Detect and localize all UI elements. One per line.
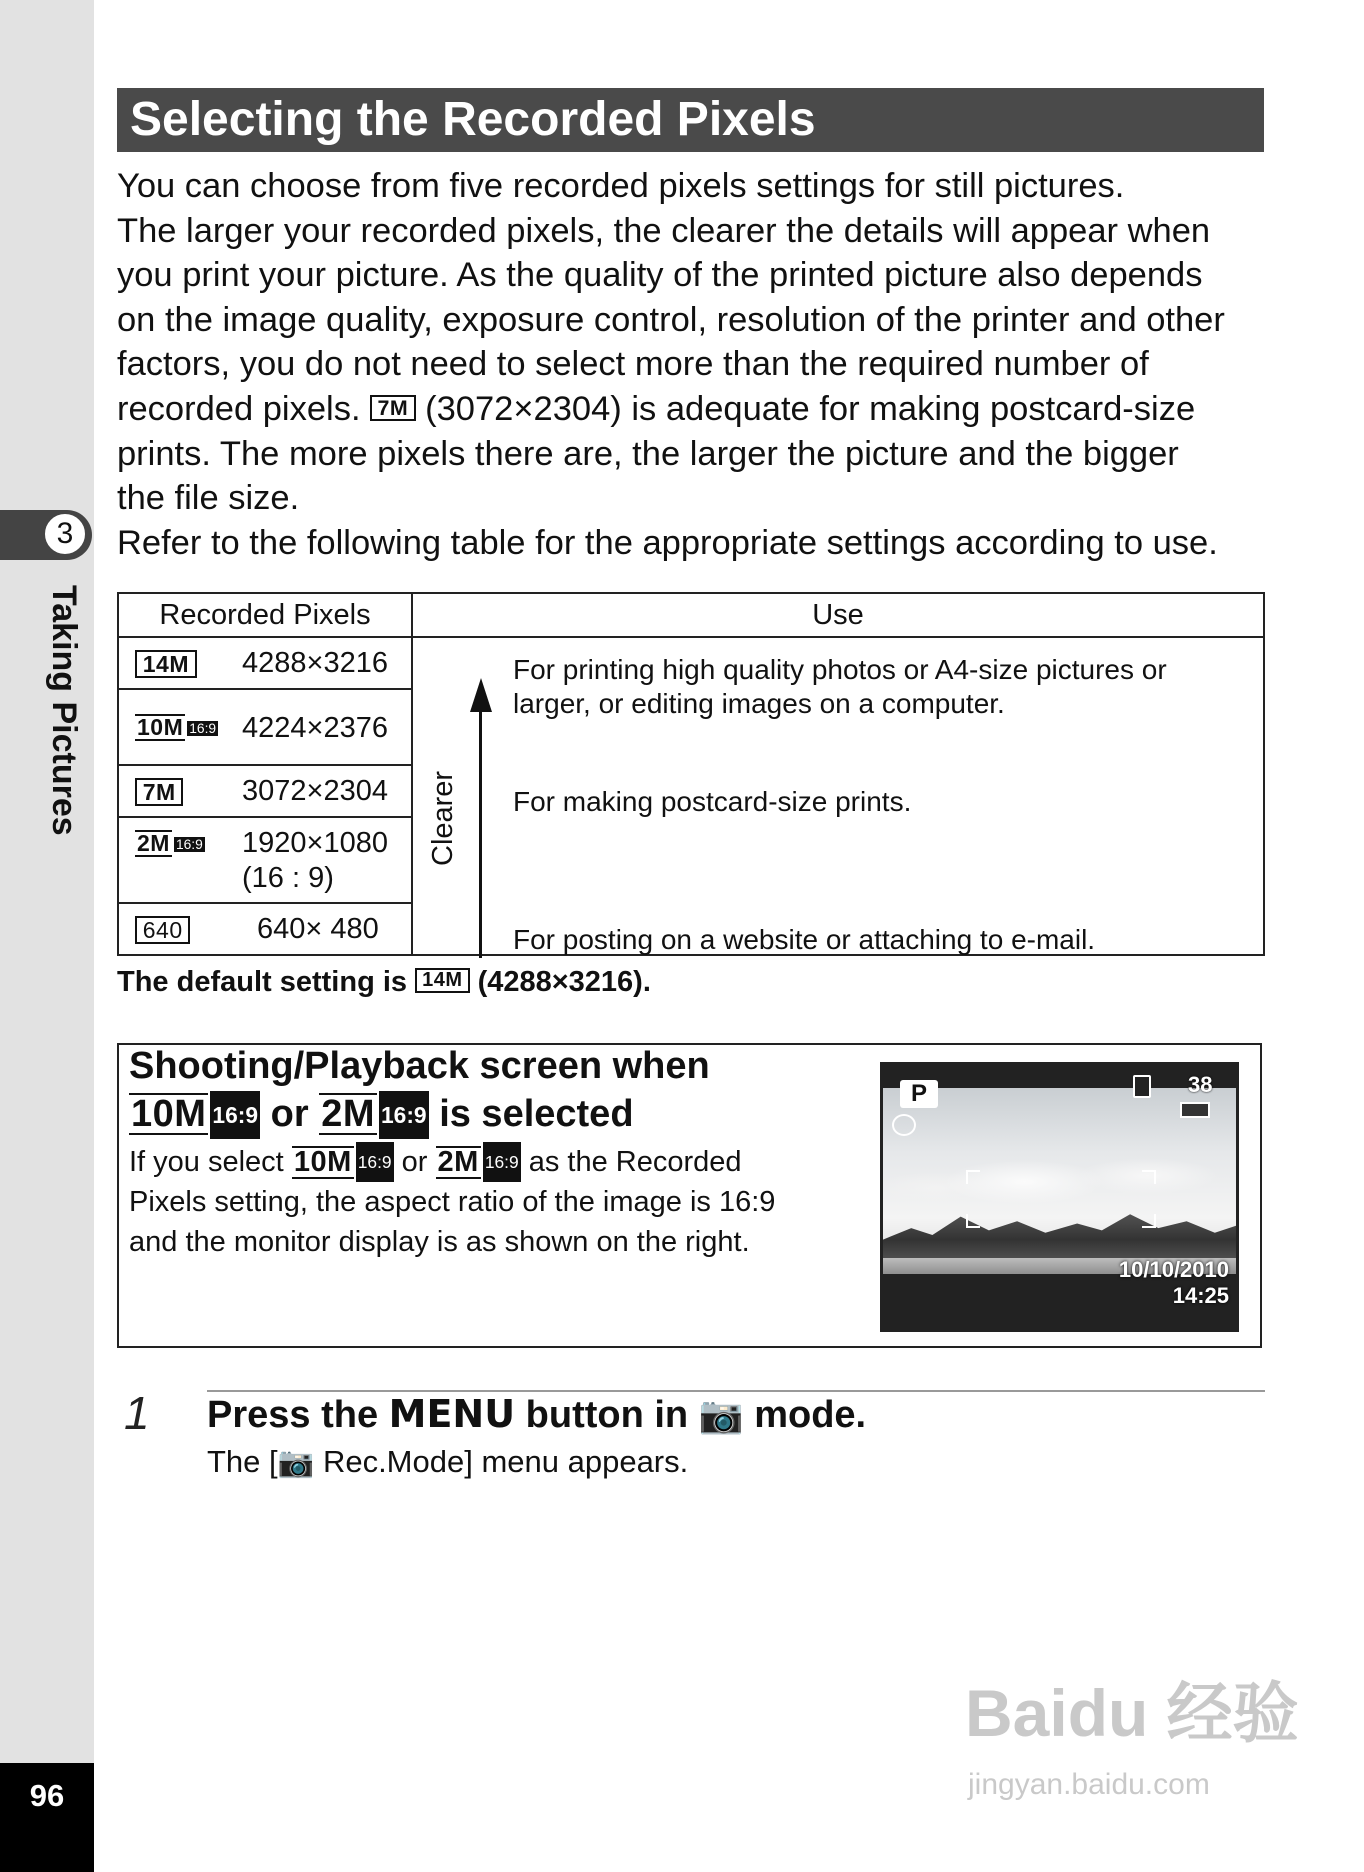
table-row [118, 689, 412, 765]
header-recorded-pixels: Recorded Pixels [118, 593, 412, 637]
step-sub-text: Rec.Mode] menu appears. [322, 1444, 689, 1479]
use-postcard: For making postcard-size prints. [513, 786, 912, 817]
default-setting [117, 966, 651, 999]
step-title-text: Press the [207, 1394, 379, 1436]
resolution-value: 640× 480 [257, 913, 379, 945]
box-title-text: or [270, 1093, 309, 1135]
use-high-quality-line1: For printing high quality photos or A4-size pictures or [513, 654, 1167, 685]
header-use: Use [412, 593, 1264, 637]
default-text: The default setting is [117, 966, 408, 998]
chapter-number: 3 [43, 512, 87, 556]
step-title [207, 1392, 866, 1437]
step-sub-text: The [ [207, 1444, 278, 1479]
pixels-2m-icon [135, 830, 205, 857]
arrow-line [479, 708, 482, 958]
info-box-title [129, 1042, 710, 1139]
baidu-watermark: Baidu 经验 [965, 1676, 1299, 1750]
clearer-label: Clearer [427, 770, 459, 866]
intro-line: The larger your recorded pixels, the clearer the details will appear when [117, 211, 1211, 250]
intro-line: factors, you do not need to select more than the required number of [117, 345, 1149, 384]
box-title-text: is selected [439, 1093, 634, 1135]
clouds-image [883, 1152, 1236, 1212]
box-text-line: Pixels setting, the aspect ratio of the image is 16:9 [129, 1186, 776, 1219]
step-title-text: button in [525, 1394, 689, 1436]
pixels-640-icon: 640 [135, 916, 190, 944]
ratio-badge: 16:9 [356, 1142, 394, 1182]
box-title-line: Shooting/Playback screen when [129, 1045, 710, 1087]
pixels-10m-icon [129, 1093, 260, 1135]
intro-line: prints. The more pixels there are, the larger the picture and the bigger [117, 434, 1179, 473]
af-frame-corner-icon [1142, 1170, 1156, 1184]
pixels-icon-text: 10M [137, 714, 184, 740]
intro-line [117, 387, 1277, 432]
table-row [118, 765, 412, 817]
use-website: For posting on a website or attaching to e-mail. [513, 924, 1096, 955]
use-cell [412, 637, 1264, 955]
face-detection-icon [892, 1114, 916, 1136]
af-frame-corner-icon [966, 1170, 980, 1184]
box-title-line [129, 1090, 710, 1139]
ratio-badge: 16:9 [189, 720, 217, 736]
page-title: Selecting the Recorded Pixels [130, 93, 816, 146]
step-title-text: mode. [754, 1394, 867, 1436]
af-frame-corner-icon [966, 1214, 980, 1228]
memory-card-icon [1133, 1075, 1151, 1098]
ratio-badge: 16:9 [210, 1091, 260, 1139]
intro-line: you print your picture. As the quality of the printed picture also depends [117, 256, 1203, 295]
arrow-up-icon [470, 678, 492, 712]
box-text-part: If you select [129, 1146, 284, 1178]
pixels-icon-text: 2M [437, 1146, 479, 1178]
table-row [118, 903, 412, 955]
box-text-line: and the monitor display is as shown on the right. [129, 1226, 750, 1259]
box-text-line [129, 1142, 859, 1182]
sidebar [0, 0, 94, 1872]
intro-line: Refer to the following table for the appropriate settings according to use. [117, 523, 1218, 562]
pixels-14m-icon: 14M [415, 968, 469, 993]
default-text: (4288×3216). [477, 966, 651, 998]
use-high-quality-line2: larger, or editing images on a computer. [513, 688, 1005, 719]
pixels-14m-icon: 14M [135, 650, 197, 678]
pixels-7m-icon: 7M [135, 778, 183, 806]
intro-line: the file size. [117, 479, 300, 518]
intro-text-part: (3072×2304) is adequate for making postcard-size [425, 389, 1196, 428]
menu-button-label: MENU [388, 1392, 516, 1436]
intro-line: on the image quality, exposure control, resolution of the printer and other [117, 300, 1225, 339]
remaining-shots: 38 [1188, 1072, 1213, 1097]
step-number: 1 [124, 1387, 150, 1439]
recorded-pixels-table [117, 592, 1265, 956]
box-text-part: or [401, 1146, 428, 1178]
pixels-10m-icon [292, 1146, 394, 1178]
ratio-badge: 16:9 [175, 836, 203, 852]
pixels-icon-text: 2M [137, 830, 170, 856]
pixels-icon-text: 2M [321, 1093, 375, 1135]
resolution-value: 4224×2376 [242, 712, 388, 744]
pixels-10m-icon [135, 714, 218, 741]
ratio-badge: 16:9 [483, 1142, 521, 1182]
pixels-icon-text: 10M [131, 1093, 207, 1135]
intro-line: You can choose from five recorded pixels settings for still pictures. [117, 167, 1125, 205]
step-description [207, 1444, 688, 1480]
pixels-2m-icon [436, 1146, 521, 1178]
date-display: 10/10/2010 [1118, 1257, 1229, 1282]
table-row [118, 817, 412, 903]
resolution-ratio: (16 : 9) [242, 862, 334, 894]
page-number: 96 [29, 1778, 65, 1813]
pixels-7m-icon: 7M [370, 395, 415, 421]
table-row [118, 637, 412, 689]
resolution-value: 4288×3216 [242, 647, 388, 679]
program-mode-icon: P [900, 1080, 938, 1108]
camera-monitor-display [880, 1062, 1239, 1332]
intro-text [117, 164, 1277, 565]
baidu-watermark-url: jingyan.baidu.com [968, 1768, 1210, 1801]
ratio-badge: 16:9 [379, 1091, 429, 1139]
pixels-2m-icon [319, 1093, 428, 1135]
intro-text-part: recorded pixels. [117, 389, 361, 428]
box-text-part: as the Recorded [528, 1146, 742, 1178]
resolution-value: 1920×1080 [242, 827, 388, 859]
battery-icon [1180, 1102, 1210, 1118]
camera-icon: 📷 [698, 1394, 744, 1435]
time-display: 14:25 [1172, 1283, 1229, 1308]
pixels-icon-text: 10M [293, 1146, 352, 1178]
info-box-text [129, 1142, 859, 1262]
af-frame-corner-icon [1142, 1214, 1156, 1228]
camera-icon: 📷 [277, 1446, 315, 1479]
resolution-value: 3072×2304 [242, 775, 388, 807]
chapter-title: Taking Pictures [45, 585, 83, 836]
